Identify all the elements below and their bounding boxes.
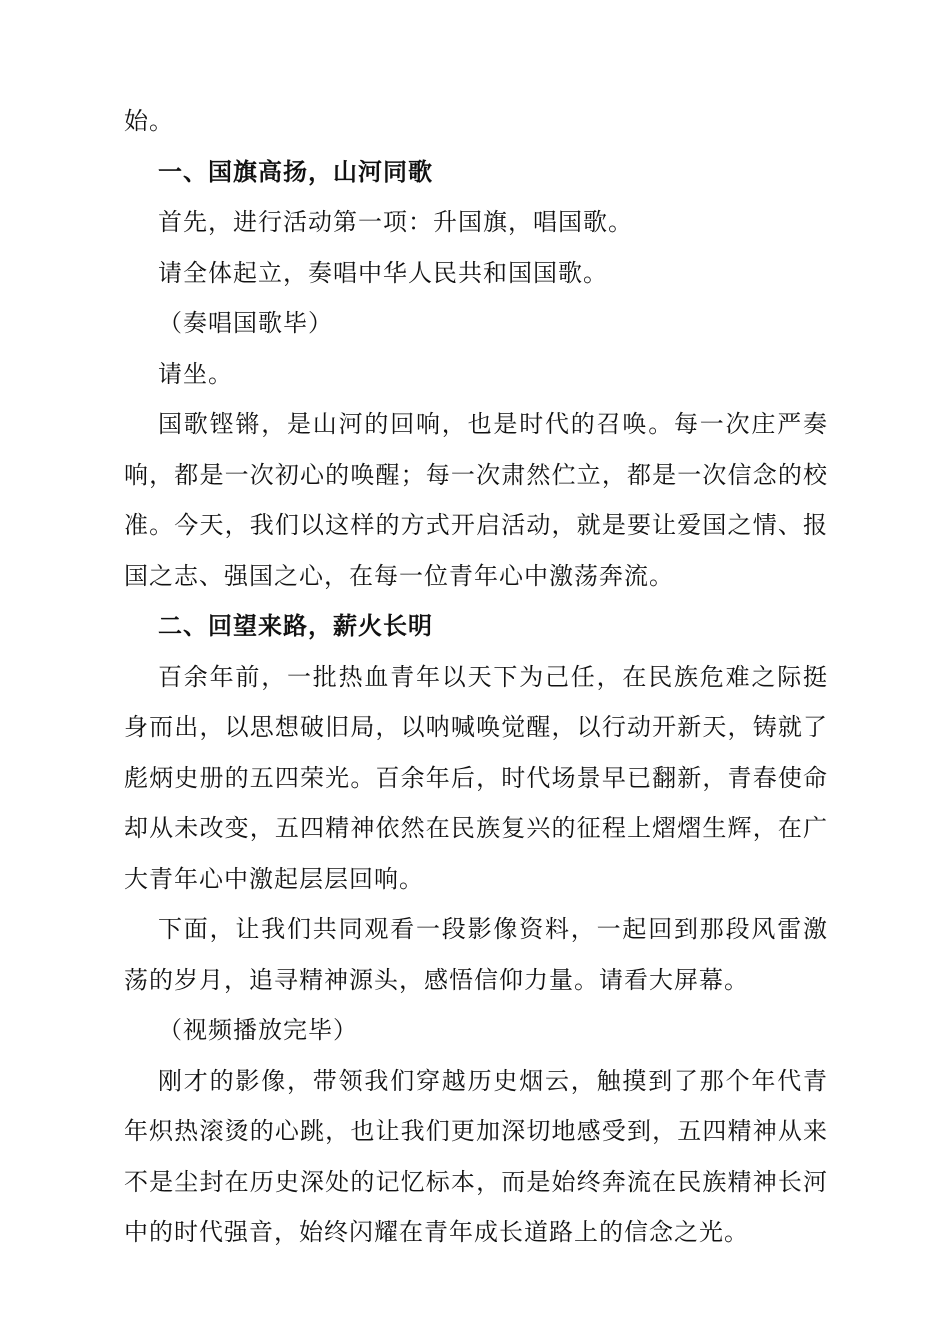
paragraph-continuation: 始。	[124, 107, 174, 135]
paragraph: 刚才的影像，带领我们穿越历史烟云，触摸到了那个年代青年炽热滚烫的心跳，也让我们更加深切地感受到，五四精神从来不是尘封在历史深处的记忆标本，而是始终奔流在民族精神长河中的时代强音，始终闪耀在青年成长道路上的信念之光。	[124, 1066, 828, 1246]
section-heading-1: 一、国旗高扬，山河同歌	[158, 157, 433, 186]
stage-note: （视频播放完毕）	[158, 1016, 358, 1044]
paragraph: 请全体起立，奏唱中华人民共和国国歌。	[158, 258, 608, 287]
paragraph: 首先，进行活动第一项：升国旗，唱国歌。	[158, 208, 633, 236]
section-heading-2: 二、回望来路，薪火长明	[158, 612, 433, 640]
stage-note: （奏唱国歌毕）	[158, 309, 333, 337]
paragraph: 下面，让我们共同观看一段影像资料，一起回到那段风雷激荡的岁月，追寻精神源头，感悟信仰力量。请看大屏幕。	[124, 915, 828, 994]
paragraph: 请坐。	[158, 359, 233, 388]
paragraph: 国歌铿锵，是山河的回响，也是时代的召唤。每一次庄严奏响，都是一次初心的唤醒；每一次肃然伫立，都是一次信念的校准。今天，我们以这样的方式开启活动，就是要让爱国之情、报国之志、强国之心，在每一位青年心中激荡奔流。	[124, 410, 828, 590]
paragraph: 百余年前，一批热血青年以天下为己任，在民族危难之际挺身而出，以思想破旧局，以呐喊唤觉醒，以行动开新天，铸就了彪炳史册的五四荣光。百余年后，时代场景早已翻新，青春使命却从未改变，五四精神依然在民族复兴的征程上熠熠生辉，在广大青年心中激起层层回响。	[124, 662, 828, 893]
document-body	[124, 96, 828, 1258]
